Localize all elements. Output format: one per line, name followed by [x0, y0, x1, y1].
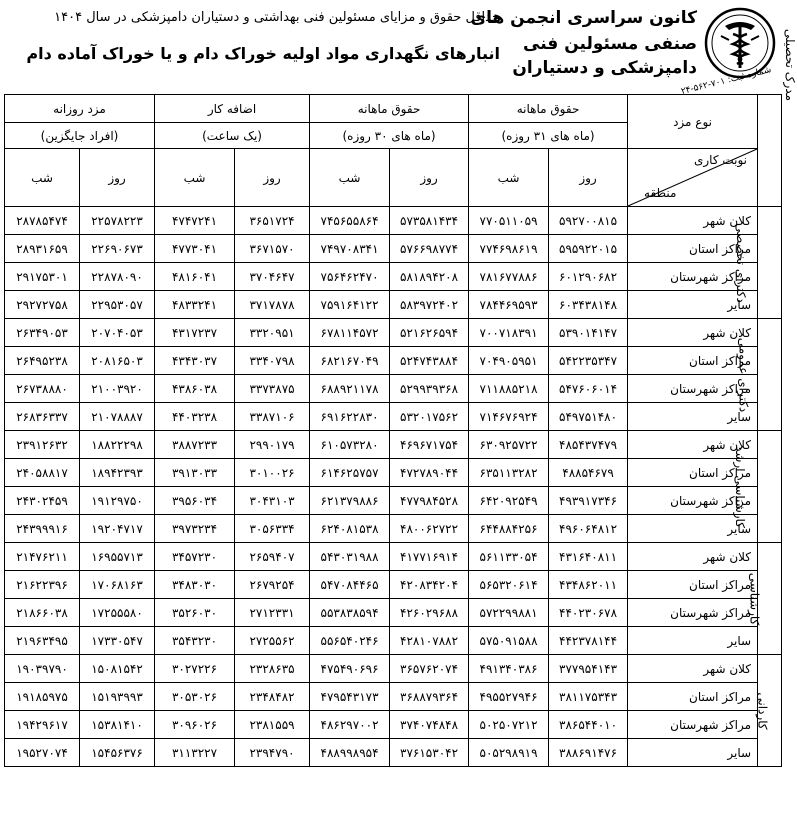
wage-value-cell: ۱۵۳۸۱۴۱۰ — [80, 711, 155, 739]
wage-value-cell: ۱۷۳۳۰۵۴۷ — [80, 627, 155, 655]
wage-value-cell: ۵۴۳۰۳۱۹۸۸ — [310, 543, 390, 571]
wage-value-cell: ۵۷۳۵۸۱۴۳۴ — [390, 207, 469, 235]
wage-value-cell: ۷۴۵۶۵۵۸۶۴ — [310, 207, 390, 235]
wage-value-cell: ۵۴۷۰۸۴۴۶۵ — [310, 571, 390, 599]
wage-value-cell: ۴۲۰۸۳۴۲۰۴ — [390, 571, 469, 599]
wage-value-cell: ۲۲۹۵۳۰۵۷ — [80, 291, 155, 319]
wage-value-cell: ۲۹۲۷۲۷۵۸ — [5, 291, 80, 319]
table-row — [5, 235, 782, 263]
wage-value-cell: ۴۸۵۴۳۷۴۷۹ — [549, 431, 628, 459]
region-cell: کلان شهر — [628, 655, 758, 683]
wage-value-cell: ۳۰۱۰۰۲۶ — [235, 459, 310, 487]
wage-value-cell: ۳۰۴۳۱۰۳ — [235, 487, 310, 515]
night-header: شب — [469, 149, 549, 207]
wage-value-cell: ۶۴۴۸۸۴۲۵۶ — [469, 515, 549, 543]
wage-value-cell: ۶۸۲۱۶۷۰۴۹ — [310, 347, 390, 375]
wage-value-cell: ۱۶۹۵۵۷۱۳ — [80, 543, 155, 571]
wage-value-cell: ۲۲۶۹۰۶۷۳ — [80, 235, 155, 263]
table-row — [5, 431, 782, 459]
wage-value-cell: ۶۷۸۱۱۴۵۷۲ — [310, 319, 390, 347]
wage-value-cell: ۲۹۹۰۱۷۹ — [235, 431, 310, 459]
region-cell: سایر — [628, 515, 758, 543]
wage-value-cell: ۲۷۲۵۵۶۲ — [235, 627, 310, 655]
wage-value-cell: ۵۴۷۶۰۶۰۱۴ — [549, 375, 628, 403]
region-cell: مراکز استان — [628, 235, 758, 263]
degree-label: کارشناسی ارشد — [733, 445, 748, 528]
wage-value-cell: ۷۸۱۶۷۷۸۸۶ — [469, 263, 549, 291]
wage-value-cell: ۳۰۵۳۰۲۶ — [155, 683, 235, 711]
wage-value-cell: ۳۷۱۷۸۷۸ — [235, 291, 310, 319]
region-cell: سایر — [628, 627, 758, 655]
region-cell: مراکز استان — [628, 459, 758, 487]
wage-value-cell: ۱۹۰۳۹۷۹۰ — [5, 655, 80, 683]
wage-value-cell: ۴۷۷۹۸۴۵۲۸ — [390, 487, 469, 515]
wage-value-cell: ۲۴۳۰۲۴۵۹ — [5, 487, 80, 515]
wage-value-cell: ۲۴۳۹۹۹۱۶ — [5, 515, 80, 543]
wage-value-cell: ۵۲۴۷۴۳۸۸۴ — [390, 347, 469, 375]
night-header: شب — [310, 149, 390, 207]
wage-value-cell: ۵۴۹۷۵۱۴۸۰ — [549, 403, 628, 431]
wage-value-cell: ۵۴۲۲۳۵۳۴۷ — [549, 347, 628, 375]
wage-value-cell: ۴۴۰۲۳۰۶۷۸ — [549, 599, 628, 627]
wage-value-cell: ۴۲۶۰۲۹۶۸۸ — [390, 599, 469, 627]
wage-value-cell: ۵۰۵۲۹۸۹۱۹ — [469, 739, 549, 767]
wage-value-cell: ۴۸۱۶۰۴۱ — [155, 263, 235, 291]
wage-value-cell: ۵۶۵۳۲۰۶۱۴ — [469, 571, 549, 599]
wage-value-cell: ۲۰۷۰۴۰۵۳ — [80, 319, 155, 347]
region-cell: سایر — [628, 739, 758, 767]
wage-value-cell: ۴۸۳۳۲۴۱ — [155, 291, 235, 319]
wage-value-cell: ۷۱۱۸۸۵۲۱۸ — [469, 375, 549, 403]
wage-value-cell: ۴۸۰۰۶۲۷۲۲ — [390, 515, 469, 543]
wage-value-cell: ۱۹۴۲۹۶۱۷ — [5, 711, 80, 739]
degree-label: دکترای عمومی — [736, 337, 751, 412]
wage-value-cell: ۲۱۸۶۶۰۳۸ — [5, 599, 80, 627]
wage-value-cell: ۲۱۶۲۲۳۹۶ — [5, 571, 80, 599]
region-cell: مراکز شهرستان — [628, 263, 758, 291]
wage-value-cell: ۱۵۴۵۶۳۷۶ — [80, 739, 155, 767]
wage-value-cell: ۷۷۴۶۹۸۶۱۹ — [469, 235, 549, 263]
wage-value-cell: ۲۱۰۷۸۸۸۷ — [80, 403, 155, 431]
wage-value-cell: ۶۰۳۴۳۸۱۴۸ — [549, 291, 628, 319]
document-title: انبارهای نگهداری مواد اولیه خوراک دام و یا خوراک آماده دام — [26, 44, 500, 63]
wage-value-cell: ۷۰۴۹۰۵۹۵۱ — [469, 347, 549, 375]
org-name-line1: کانون سراسری انجمن های — [470, 8, 697, 28]
table-row — [5, 207, 782, 235]
wage-value-cell: ۲۳۴۸۴۸۲ — [235, 683, 310, 711]
wage-value-cell: ۵۲۹۹۳۹۳۶۸ — [390, 375, 469, 403]
region-cell: سایر — [628, 291, 758, 319]
wage-value-cell: ۴۷۴۷۲۴۱ — [155, 207, 235, 235]
day-header: روز — [80, 149, 155, 207]
wage-value-cell: ۳۳۴۰۷۹۸ — [235, 347, 310, 375]
wage-value-cell: ۴۴۰۳۲۳۸ — [155, 403, 235, 431]
wage-value-cell: ۳۶۷۱۵۷۰ — [235, 235, 310, 263]
wage-value-cell: ۲۶۷۹۲۵۴ — [235, 571, 310, 599]
region-cell: سایر — [628, 403, 758, 431]
wage-value-cell: ۵۸۳۹۷۲۴۰۲ — [390, 291, 469, 319]
group-subheader-4: (افراد جایگزین) — [5, 123, 155, 149]
day-header: روز — [549, 149, 628, 207]
wage-value-cell: ۳۳۲۰۹۵۱ — [235, 319, 310, 347]
wage-value-cell: ۲۶۷۳۸۸۸۰ — [5, 375, 80, 403]
group-subheader-3: (یک ساعت) — [155, 123, 310, 149]
wage-value-cell: ۳۰۲۷۲۲۶ — [155, 655, 235, 683]
wage-value-cell: ۴۷۵۴۹۰۶۹۶ — [310, 655, 390, 683]
wage-value-cell: ۳۸۱۱۷۵۳۴۳ — [549, 683, 628, 711]
night-header: شب — [5, 149, 80, 207]
degree-column-header: مدرک تحصیلی — [758, 95, 782, 207]
wage-value-cell: ۴۳۱۶۴۰۸۱۱ — [549, 543, 628, 571]
wage-value-cell: ۴۹۵۵۲۷۹۴۶ — [469, 683, 549, 711]
table-row — [5, 683, 782, 711]
group-header-2: حقوق ماهانه — [310, 95, 469, 123]
wage-value-cell: ۷۴۹۷۰۸۳۴۱ — [310, 235, 390, 263]
wage-value-cell: ۲۳۸۱۵۵۹ — [235, 711, 310, 739]
region-cell: کلان شهر — [628, 543, 758, 571]
wage-value-cell: ۶۱۰۵۷۳۲۸۰ — [310, 431, 390, 459]
wage-value-cell: ۳۴۸۳۰۳۰ — [155, 571, 235, 599]
document-header — [0, 0, 787, 98]
table-row — [5, 319, 782, 347]
wage-value-cell: ۴۴۲۳۷۸۱۴۴ — [549, 627, 628, 655]
wage-value-cell: ۳۹۱۳۰۳۳ — [155, 459, 235, 487]
group-header-1: حقوق ماهانه — [469, 95, 628, 123]
wage-value-cell: ۴۳۱۷۲۳۷ — [155, 319, 235, 347]
region-cell: کلان شهر — [628, 431, 758, 459]
wage-value-cell: ۵۰۲۵۰۷۲۱۲ — [469, 711, 549, 739]
wage-value-cell: ۳۳۸۷۱۰۶ — [235, 403, 310, 431]
table-row — [5, 403, 782, 431]
table-row — [5, 459, 782, 487]
wage-type-header: نوع مزد — [628, 95, 758, 149]
wage-value-cell: ۲۲۵۷۸۲۲۳ — [80, 207, 155, 235]
wage-value-cell: ۳۷۷۹۵۴۱۴۳ — [549, 655, 628, 683]
region-cell: مراکز شهرستان — [628, 487, 758, 515]
wage-value-cell: ۶۸۸۹۲۱۱۷۸ — [310, 375, 390, 403]
wage-value-cell: ۶۱۴۶۲۵۷۵۷ — [310, 459, 390, 487]
region-cell: مراکز استان — [628, 571, 758, 599]
degree-label: دکترای تخصصی — [734, 222, 749, 303]
wage-value-cell: ۶۳۵۱۱۳۲۸۲ — [469, 459, 549, 487]
shift-label: نوبت کاری — [693, 153, 748, 167]
wage-value-cell: ۴۳۸۶۰۳۸ — [155, 375, 235, 403]
wage-value-cell: ۱۹۵۲۷۰۷۴ — [5, 739, 80, 767]
wage-value-cell: ۴۷۹۵۴۳۱۷۳ — [310, 683, 390, 711]
document-subtitle: حداقل حقوق و مزایای مسئولین فنی بهداشتی و دستیاران دامپزشکی در سال ۱۴۰۴ — [54, 10, 500, 25]
wage-value-cell: ۴۱۷۷۱۶۹۱۴ — [390, 543, 469, 571]
wage-value-cell: ۷۵۶۴۶۲۴۷۰ — [310, 263, 390, 291]
wage-value-cell: ۲۶۴۹۵۲۳۸ — [5, 347, 80, 375]
night-header: شب — [155, 149, 235, 207]
group-subheader-2: (ماه های ۳۰ روزه) — [310, 123, 469, 149]
wage-value-cell: ۳۹۷۳۲۳۴ — [155, 515, 235, 543]
wage-value-cell: ۱۷۰۶۸۱۶۳ — [80, 571, 155, 599]
table-row — [5, 515, 782, 543]
wage-table-body — [5, 207, 782, 767]
wage-value-cell: ۵۵۶۵۴۰۲۴۶ — [310, 627, 390, 655]
wage-value-cell: ۵۹۵۹۲۲۰۱۵ — [549, 235, 628, 263]
wage-value-cell: ۶۰۱۲۹۰۶۸۲ — [549, 263, 628, 291]
wage-value-cell: ۴۲۸۱۰۷۸۸۲ — [390, 627, 469, 655]
wage-value-cell: ۳۷۶۱۵۳۰۴۲ — [390, 739, 469, 767]
region-cell: مراکز استان — [628, 683, 758, 711]
wage-value-cell: ۵۷۶۶۹۸۷۷۴ — [390, 235, 469, 263]
wage-value-cell: ۲۳۹۱۲۶۳۲ — [5, 431, 80, 459]
org-logo-block — [470, 2, 781, 98]
wage-value-cell: ۳۰۹۶۰۲۶ — [155, 711, 235, 739]
wage-value-cell: ۵۷۵۰۹۱۵۸۸ — [469, 627, 549, 655]
wage-value-cell: ۱۵۰۸۱۵۴۲ — [80, 655, 155, 683]
wage-value-cell: ۵۵۳۸۳۸۵۹۴ — [310, 599, 390, 627]
wage-value-cell: ۷۵۹۱۶۴۱۲۲ — [310, 291, 390, 319]
table-row — [5, 263, 782, 291]
wage-value-cell: ۵۹۲۷۰۰۸۱۵ — [549, 207, 628, 235]
wage-value-cell: ۷۷۰۵۱۱۰۵۹ — [469, 207, 549, 235]
registration-number: شماره ثبت: ۷۰۱-۵۶۲-۲۴ — [680, 64, 773, 98]
table-row — [5, 347, 782, 375]
wage-value-cell: ۳۹۵۶۰۳۴ — [155, 487, 235, 515]
degree-label: کاردانی — [755, 691, 770, 730]
wage-value-cell: ۳۵۲۶۰۳۰ — [155, 599, 235, 627]
wage-value-cell: ۳۴۵۷۲۳۰ — [155, 543, 235, 571]
wage-value-cell: ۱۹۱۸۵۹۷۵ — [5, 683, 80, 711]
wage-value-cell: ۴۳۴۳۰۳۷ — [155, 347, 235, 375]
wage-value-cell: ۲۲۸۷۸۰۹۰ — [80, 263, 155, 291]
wage-value-cell: ۵۷۲۲۹۹۸۸۱ — [469, 599, 549, 627]
degree-group-label — [755, 655, 782, 767]
wage-value-cell: ۴۷۷۳۰۴۱ — [155, 235, 235, 263]
wage-value-cell: ۶۳۰۹۲۵۷۲۲ — [469, 431, 549, 459]
wage-value-cell: ۶۲۴۰۸۱۵۳۸ — [310, 515, 390, 543]
wage-value-cell: ۲۳۹۴۷۹۰ — [235, 739, 310, 767]
wage-value-cell: ۲۱۹۶۳۴۹۵ — [5, 627, 80, 655]
region-cell: کلان شهر — [628, 319, 758, 347]
wage-value-cell: ۲۸۷۸۵۴۷۴ — [5, 207, 80, 235]
region-cell: مراکز شهرستان — [628, 711, 758, 739]
wage-value-cell: ۷۰۰۷۱۸۳۹۱ — [469, 319, 549, 347]
wage-value-cell: ۳۷۴۰۷۴۸۴۸ — [390, 711, 469, 739]
wage-value-cell: ۴۹۳۹۱۷۳۴۶ — [549, 487, 628, 515]
region-cell: مراکز شهرستان — [628, 375, 758, 403]
wage-value-cell: ۲۶۵۹۴۰۷ — [235, 543, 310, 571]
wage-value-cell: ۵۲۱۶۲۶۵۹۴ — [390, 319, 469, 347]
shift-region-corner — [628, 149, 758, 207]
wage-value-cell: ۲۶۳۴۹۰۵۳ — [5, 319, 80, 347]
org-name-line3: دامپزشکی و دستیاران — [512, 58, 697, 78]
table-row — [5, 291, 782, 319]
wage-value-cell: ۵۳۹۰۱۴۱۴۷ — [549, 319, 628, 347]
wage-value-cell: ۴۸۸۹۹۸۹۵۴ — [310, 739, 390, 767]
region-cell: مراکز شهرستان — [628, 599, 758, 627]
region-label: منطقه — [644, 186, 677, 200]
org-name-line2: صنفی مسئولین فنی — [523, 34, 697, 54]
group-header-3: اضافه کار — [155, 95, 310, 123]
wage-value-cell: ۳۸۸۶۹۱۴۷۶ — [549, 739, 628, 767]
wage-value-cell: ۳۷۰۴۶۴۷ — [235, 263, 310, 291]
table-row — [5, 739, 782, 767]
region-cell: مراکز استان — [628, 347, 758, 375]
wage-value-cell: ۲۹۱۷۵۳۰۱ — [5, 263, 80, 291]
wage-value-cell: ۲۰۸۱۶۵۰۳ — [80, 347, 155, 375]
group-subheader-1: (ماه های ۳۱ روزه) — [469, 123, 628, 149]
table-row — [5, 487, 782, 515]
wage-value-cell: ۳۰۵۶۳۳۴ — [235, 515, 310, 543]
wage-value-cell: ۱۸۸۲۲۲۹۸ — [80, 431, 155, 459]
wage-value-cell: ۳۸۶۵۴۴۰۱۰ — [549, 711, 628, 739]
wage-value-cell: ۴۹۱۳۴۰۳۸۶ — [469, 655, 549, 683]
wage-value-cell: ۴۷۲۷۸۹۰۴۴ — [390, 459, 469, 487]
wage-value-cell: ۵۸۱۸۹۴۲۰۸ — [390, 263, 469, 291]
wage-value-cell: ۵۶۱۱۳۳۰۵۴ — [469, 543, 549, 571]
wage-value-cell: ۱۹۱۲۹۷۵۰ — [80, 487, 155, 515]
table-row — [5, 627, 782, 655]
wage-value-cell: ۳۱۱۳۲۲۷ — [155, 739, 235, 767]
wage-value-cell: ۱۹۲۰۴۷۱۷ — [80, 515, 155, 543]
wage-value-cell: ۷۱۴۶۷۶۹۲۴ — [469, 403, 549, 431]
wage-value-cell: ۲۷۱۲۳۳۱ — [235, 599, 310, 627]
day-header: روز — [390, 149, 469, 207]
wage-value-cell: ۳۶۵۷۶۲۰۷۴ — [390, 655, 469, 683]
wage-value-cell: ۶۹۱۶۲۲۸۳۰ — [310, 403, 390, 431]
table-row — [5, 375, 782, 403]
wage-value-cell: ۴۸۶۲۹۷۰۰۲ — [310, 711, 390, 739]
wage-value-cell: ۳۵۴۳۲۳۰ — [155, 627, 235, 655]
wage-value-cell: ۲۳۲۸۶۳۵ — [235, 655, 310, 683]
wage-value-cell: ۳۶۵۱۷۲۴ — [235, 207, 310, 235]
region-cell: کلان شهر — [628, 207, 758, 235]
wage-value-cell: ۷۸۴۴۶۹۵۹۳ — [469, 291, 549, 319]
wage-value-cell: ۴۳۴۸۶۲۰۱۱ — [549, 571, 628, 599]
wage-value-cell: ۶۲۱۳۷۹۸۸۶ — [310, 487, 390, 515]
degree-label: کارشناسی — [747, 572, 762, 625]
wage-value-cell: ۴۹۶۰۶۴۸۱۲ — [549, 515, 628, 543]
table-row — [5, 599, 782, 627]
wage-value-cell: ۳۳۷۳۸۷۵ — [235, 375, 310, 403]
wage-value-cell: ۲۶۸۳۶۳۳۷ — [5, 403, 80, 431]
day-header: روز — [235, 149, 310, 207]
wage-value-cell: ۲۴۰۵۸۸۱۷ — [5, 459, 80, 487]
wage-value-cell: ۶۴۲۰۹۲۵۴۹ — [469, 487, 549, 515]
wage-value-cell: ۳۸۸۷۲۳۳ — [155, 431, 235, 459]
wage-value-cell: ۱۷۲۵۵۵۸۰ — [80, 599, 155, 627]
wage-value-cell: ۲۱۴۷۶۲۱۱ — [5, 543, 80, 571]
wage-value-cell: ۵۳۲۰۱۷۵۶۲ — [390, 403, 469, 431]
table-row — [5, 711, 782, 739]
wage-value-cell: ۱۸۹۴۲۳۹۳ — [80, 459, 155, 487]
degree-group-label — [747, 543, 782, 655]
table-row — [5, 543, 782, 571]
wage-value-cell: ۱۵۱۹۳۹۹۳ — [80, 683, 155, 711]
wage-value-cell: ۳۶۸۸۷۹۳۶۴ — [390, 683, 469, 711]
group-header-4: مزد روزانه — [5, 95, 155, 123]
wage-value-cell: ۴۸۸۵۴۶۷۹ — [549, 459, 628, 487]
wage-value-cell: ۲۱۰۰۳۹۲۰ — [80, 375, 155, 403]
table-row — [5, 571, 782, 599]
wage-value-cell: ۲۸۹۳۱۶۵۹ — [5, 235, 80, 263]
table-row — [5, 655, 782, 683]
wage-value-cell: ۴۶۹۶۷۱۷۵۴ — [390, 431, 469, 459]
